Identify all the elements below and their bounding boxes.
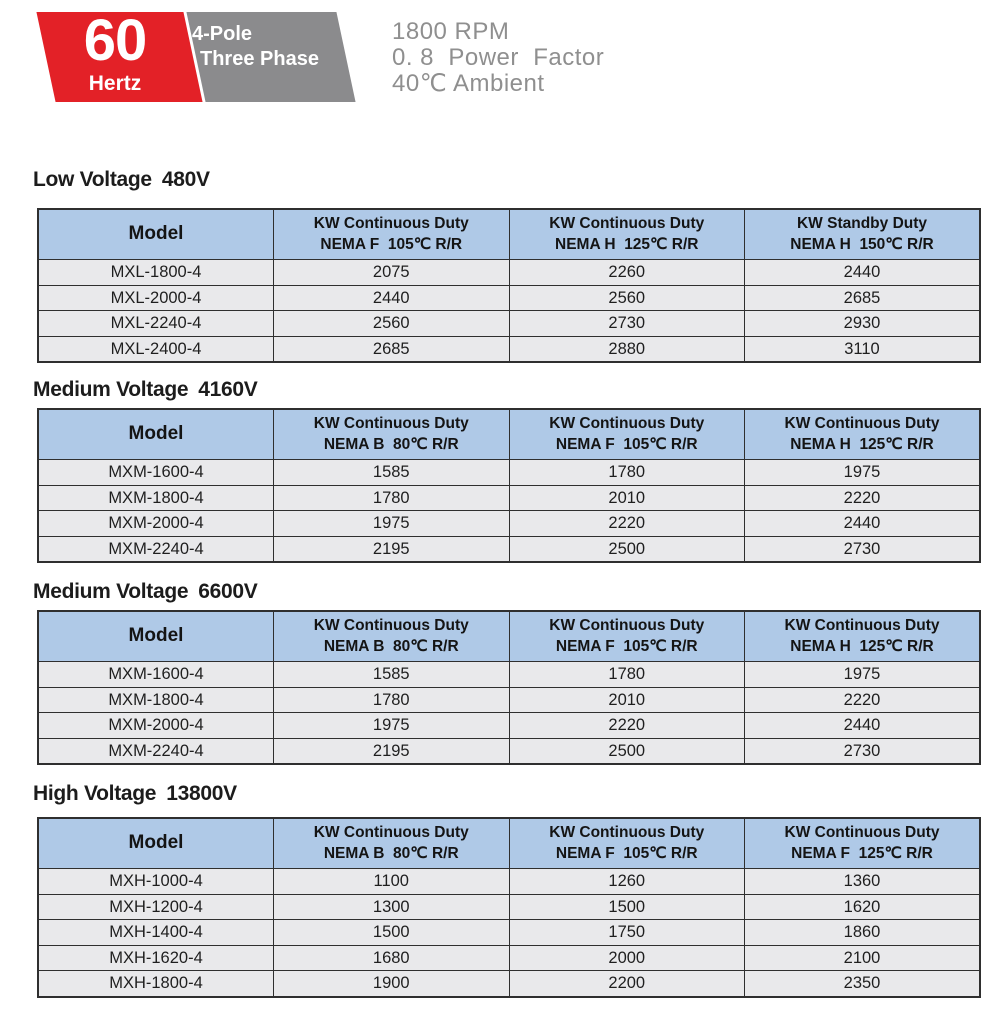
section-title-label: Low Voltage bbox=[33, 168, 152, 191]
kw-column-header: KW Continuous Duty NEMA H 125℃ R/R bbox=[745, 409, 981, 460]
model-cell: MXL-1800-4 bbox=[38, 260, 274, 286]
kw-value-cell: 2730 bbox=[745, 536, 981, 562]
spec-table-body bbox=[38, 460, 980, 563]
kw-value-cell: 2500 bbox=[509, 536, 745, 562]
spec-table bbox=[37, 408, 981, 563]
section-title-label: Medium Voltage bbox=[33, 378, 189, 401]
model-cell: MXL-2000-4 bbox=[38, 285, 274, 311]
model-cell: MXH-1000-4 bbox=[38, 869, 274, 895]
model-cell: MXM-1600-4 bbox=[38, 460, 274, 486]
kw-value-cell: 1860 bbox=[745, 920, 981, 946]
kw-column-header: KW Standby Duty NEMA H 150℃ R/R bbox=[745, 209, 981, 260]
model-cell: MXH-1620-4 bbox=[38, 945, 274, 971]
spec-table-head bbox=[38, 209, 980, 260]
kw-value-cell: 2685 bbox=[274, 336, 510, 362]
kw-column-header: KW Continuous Duty NEMA H 125℃ R/R bbox=[745, 611, 981, 662]
kw-value-cell: 1780 bbox=[274, 687, 510, 713]
kw-value-cell: 2010 bbox=[509, 485, 745, 511]
model-cell: MXH-1400-4 bbox=[38, 920, 274, 946]
kw-value-cell: 1500 bbox=[509, 894, 745, 920]
kw-value-cell: 1975 bbox=[274, 511, 510, 537]
model-cell: MXM-1800-4 bbox=[38, 687, 274, 713]
spec-table-body bbox=[38, 869, 980, 997]
kw-value-cell: 1750 bbox=[509, 920, 745, 946]
kw-value-cell: 1780 bbox=[509, 662, 745, 688]
spec-table bbox=[37, 610, 981, 765]
kw-value-cell: 2440 bbox=[274, 285, 510, 311]
kw-value-cell: 2440 bbox=[745, 511, 981, 537]
table-row bbox=[38, 713, 980, 739]
table-row bbox=[38, 460, 980, 486]
kw-value-cell: 1900 bbox=[274, 971, 510, 997]
model-cell: MXL-2240-4 bbox=[38, 311, 274, 337]
kw-value-cell: 2010 bbox=[509, 687, 745, 713]
model-column-header: Model bbox=[38, 818, 274, 869]
model-column-header: Model bbox=[38, 209, 274, 260]
kw-value-cell: 2260 bbox=[509, 260, 745, 286]
section-title-voltage: 13800V bbox=[166, 782, 237, 805]
model-column-header: Model bbox=[38, 611, 274, 662]
section-title bbox=[33, 580, 258, 604]
kw-value-cell: 1100 bbox=[274, 869, 510, 895]
kw-column-header: KW Continuous Duty NEMA B 80℃ R/R bbox=[274, 818, 510, 869]
section-title-voltage: 6600V bbox=[198, 580, 258, 603]
kw-value-cell: 2880 bbox=[509, 336, 745, 362]
kw-column-header: KW Continuous Duty NEMA F 105℃ R/R bbox=[509, 409, 745, 460]
kw-column-header: KW Continuous Duty NEMA F 105℃ R/R bbox=[509, 818, 745, 869]
kw-value-cell: 2500 bbox=[509, 738, 745, 764]
model-cell: MXM-2000-4 bbox=[38, 511, 274, 537]
spec-list bbox=[392, 19, 604, 97]
pole-label: 4-Pole bbox=[192, 23, 253, 45]
kw-value-cell: 3110 bbox=[745, 336, 981, 362]
model-cell: MXH-1200-4 bbox=[38, 894, 274, 920]
kw-value-cell: 2220 bbox=[509, 511, 745, 537]
kw-value-cell: 2730 bbox=[509, 311, 745, 337]
kw-value-cell: 2930 bbox=[745, 311, 981, 337]
kw-value-cell: 1780 bbox=[274, 485, 510, 511]
table-row bbox=[38, 485, 980, 511]
kw-column-header: KW Continuous Duty NEMA H 125℃ R/R bbox=[509, 209, 745, 260]
spec-rpm: 1800 RPM bbox=[392, 18, 510, 45]
table-row bbox=[38, 687, 980, 713]
table-row bbox=[38, 260, 980, 286]
spec-table-head bbox=[38, 409, 980, 460]
kw-column-header: KW Continuous Duty NEMA B 80℃ R/R bbox=[274, 409, 510, 460]
kw-value-cell: 2200 bbox=[509, 971, 745, 997]
kw-value-cell: 2440 bbox=[745, 713, 981, 739]
section-title-voltage: 480V bbox=[161, 168, 210, 191]
kw-value-cell: 2195 bbox=[274, 738, 510, 764]
section-title bbox=[33, 378, 258, 402]
model-cell: MXM-2240-4 bbox=[38, 536, 274, 562]
model-column-header: Model bbox=[38, 409, 274, 460]
spec-table-body bbox=[38, 260, 980, 363]
phase-label: Three Phase bbox=[200, 48, 319, 70]
frequency-unit: Hertz bbox=[88, 72, 142, 95]
spec-table-body bbox=[38, 662, 980, 765]
table-row bbox=[38, 511, 980, 537]
kw-column-header: KW Continuous Duty NEMA F 125℃ R/R bbox=[745, 818, 981, 869]
section-title-label: Medium Voltage bbox=[33, 580, 189, 603]
model-cell: MXL-2400-4 bbox=[38, 336, 274, 362]
kw-value-cell: 2100 bbox=[745, 945, 981, 971]
section-title-label: High Voltage bbox=[33, 782, 157, 805]
kw-value-cell: 1975 bbox=[745, 662, 981, 688]
spec-table-head bbox=[38, 611, 980, 662]
model-cell: MXM-1600-4 bbox=[38, 662, 274, 688]
kw-column-header: KW Continuous Duty NEMA F 105℃ R/R bbox=[274, 209, 510, 260]
model-cell: MXH-1800-4 bbox=[38, 971, 274, 997]
table-row bbox=[38, 894, 980, 920]
spec-power-factor: 0. 8 Power Factor bbox=[392, 44, 605, 71]
kw-value-cell: 1620 bbox=[745, 894, 981, 920]
kw-column-header: KW Continuous Duty NEMA F 105℃ R/R bbox=[509, 611, 745, 662]
kw-value-cell: 2220 bbox=[745, 485, 981, 511]
model-cell: MXM-2000-4 bbox=[38, 713, 274, 739]
kw-value-cell: 1780 bbox=[509, 460, 745, 486]
kw-column-header: KW Continuous Duty NEMA B 80℃ R/R bbox=[274, 611, 510, 662]
model-cell: MXM-1800-4 bbox=[38, 485, 274, 511]
model-cell: MXM-2240-4 bbox=[38, 738, 274, 764]
spec-table bbox=[37, 208, 981, 363]
kw-value-cell: 1975 bbox=[274, 713, 510, 739]
frequency-value: 60 bbox=[83, 8, 147, 73]
kw-value-cell: 1680 bbox=[274, 945, 510, 971]
table-row bbox=[38, 945, 980, 971]
table-row bbox=[38, 336, 980, 362]
table-row bbox=[38, 311, 980, 337]
section-title-voltage: 4160V bbox=[198, 378, 258, 401]
kw-value-cell: 2075 bbox=[274, 260, 510, 286]
kw-value-cell: 1585 bbox=[274, 460, 510, 486]
kw-value-cell: 1300 bbox=[274, 894, 510, 920]
kw-value-cell: 2685 bbox=[745, 285, 981, 311]
kw-value-cell: 2560 bbox=[509, 285, 745, 311]
table-row bbox=[38, 285, 980, 311]
table-row bbox=[38, 536, 980, 562]
kw-value-cell: 2560 bbox=[274, 311, 510, 337]
kw-value-cell: 2195 bbox=[274, 536, 510, 562]
table-row bbox=[38, 662, 980, 688]
kw-value-cell: 1500 bbox=[274, 920, 510, 946]
spec-table-head bbox=[38, 818, 980, 869]
table-row bbox=[38, 971, 980, 997]
kw-value-cell: 2220 bbox=[745, 687, 981, 713]
kw-value-cell: 1260 bbox=[509, 869, 745, 895]
table-row bbox=[38, 738, 980, 764]
spec-ambient: 40℃ Ambient bbox=[392, 70, 545, 97]
kw-value-cell: 2220 bbox=[509, 713, 745, 739]
kw-value-cell: 2440 bbox=[745, 260, 981, 286]
section-title bbox=[33, 782, 237, 806]
table-row bbox=[38, 920, 980, 946]
kw-value-cell: 2000 bbox=[509, 945, 745, 971]
section-title bbox=[33, 168, 210, 192]
table-row bbox=[38, 869, 980, 895]
kw-value-cell: 1360 bbox=[745, 869, 981, 895]
kw-value-cell: 2350 bbox=[745, 971, 981, 997]
spec-table bbox=[37, 817, 981, 998]
kw-value-cell: 1975 bbox=[745, 460, 981, 486]
kw-value-cell: 2730 bbox=[745, 738, 981, 764]
kw-value-cell: 1585 bbox=[274, 662, 510, 688]
